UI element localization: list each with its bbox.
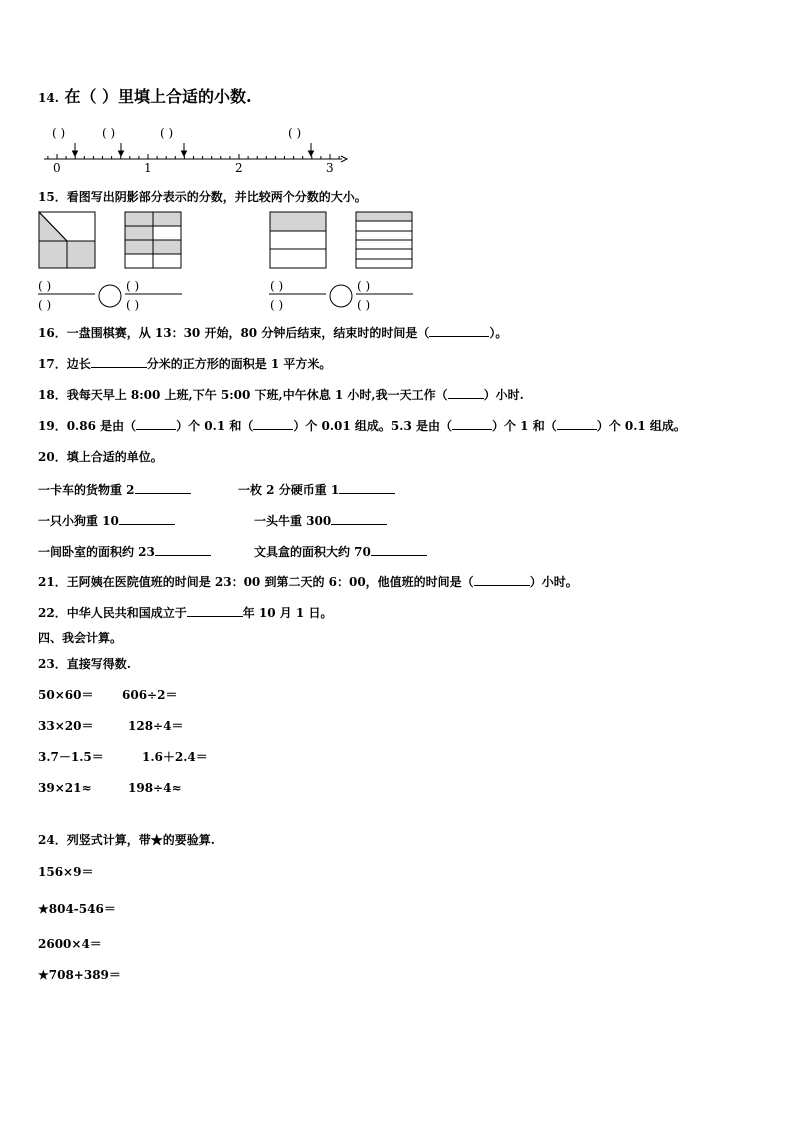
q22-text: 22．中华人民共和国成立于 <box>38 606 187 620</box>
q20-answer-blank[interactable] <box>331 513 387 525</box>
q15-title: 15．看图写出阴影部分表示的分数，并比较两个分数的大小。 <box>38 190 367 204</box>
q20-item <box>254 544 427 559</box>
q15-figure-4 <box>356 212 412 268</box>
q16-text: 16．一盘围棋赛，从 13：30 开始，80 分钟后结束，结束时的时间是（ <box>38 326 430 340</box>
q23-item: 33×20＝ <box>38 719 94 733</box>
q15-fraction-denominator: ( ) <box>126 298 140 312</box>
q24-item: 2600×4＝ <box>38 937 102 951</box>
q14-paren-label: ( ) <box>288 126 302 140</box>
q19-blank-2[interactable] <box>253 418 293 430</box>
q15-fig4-shade <box>356 212 412 221</box>
q20-item-text: 一间卧室的面积约 23 <box>38 545 155 559</box>
q23-item: 50×60＝ <box>38 688 94 702</box>
q20-item-text: 一头牛重 300 <box>254 514 332 528</box>
q15-fraction-numerator: ( ) <box>357 279 371 293</box>
q15-compare-circle <box>330 285 352 307</box>
q19-text: ）个 1 和（ <box>491 419 557 433</box>
q14-paren-label: ( ) <box>52 126 66 140</box>
q18-text-end: ）小时. <box>483 388 524 402</box>
q22-text-end: 年 10 月 1 日。 <box>242 606 333 620</box>
q15-answer-fractions <box>38 279 413 312</box>
q19-text: 19．0.86 是由（ <box>38 419 137 433</box>
q19-text: ）个 0.1 和（ <box>176 419 254 433</box>
q23-item: 3.7－1.5＝ <box>38 750 104 764</box>
q23-item: 606÷2＝ <box>122 688 178 702</box>
q20-title: 20．填上合适的单位。 <box>38 450 163 464</box>
q20-item <box>38 544 211 559</box>
q15-fraction-denominator: ( ) <box>357 298 371 312</box>
q20-item <box>238 482 395 497</box>
q20-item-text: 一卡车的货物重 2 <box>38 483 135 497</box>
q18-text: 18．我每天早上 8:00 上班,下午 5:00 下班,中午休息 1 小时,我一天工作（ <box>38 388 448 402</box>
q19 <box>38 418 686 433</box>
q15-fig2-shade <box>125 226 153 240</box>
q14-tick-label: 1 <box>144 161 152 175</box>
q15-compare-circle <box>99 285 121 307</box>
q14-text: 在（ ）里填上合适的小数. <box>64 87 252 106</box>
q20-item <box>38 482 191 497</box>
q15-figures <box>0 0 794 330</box>
q23-item: 128÷4＝ <box>128 719 184 733</box>
q16 <box>38 325 507 340</box>
q20-item-text: 一枚 2 分硬币重 1 <box>238 483 340 497</box>
q21-text: 21．王阿姨在医院值班的时间是 23：00 到第二天的 6：00，他值班的时间是（ <box>38 575 474 589</box>
q19-blank-1[interactable] <box>136 418 176 430</box>
q24-title: 24．列竖式计算，带★的要验算. <box>38 833 215 847</box>
q19-text: ）个 0.1 组成。 <box>596 419 686 433</box>
q21-answer-blank[interactable] <box>474 574 530 586</box>
q15-fraction-numerator: ( ) <box>270 279 284 293</box>
q20-item <box>254 513 387 528</box>
q23-item: 1.6＋2.4＝ <box>142 750 208 764</box>
q17 <box>38 356 331 371</box>
q19-blank-3[interactable] <box>452 418 492 430</box>
q15-fig2-shade <box>153 240 181 254</box>
q14-paren-label: ( ) <box>160 126 174 140</box>
q14-tick-label: 2 <box>235 161 243 175</box>
q15-fraction-numerator: ( ) <box>38 279 52 293</box>
q18 <box>38 387 524 402</box>
q20-item-text: 文具盒的面积大约 70 <box>254 545 371 559</box>
q18-answer-blank[interactable] <box>448 387 484 399</box>
q14-tick-label: 3 <box>326 161 334 175</box>
q20-answer-blank[interactable] <box>155 544 211 556</box>
q15-figure-3 <box>270 212 326 268</box>
q23-title: 23．直接写得数. <box>38 657 131 671</box>
q15-figure-1 <box>39 212 95 268</box>
q19-text: ）个 0.01 组成。5.3 是由（ <box>293 419 452 433</box>
q17-answer-blank[interactable] <box>91 356 147 368</box>
q20-answer-blank[interactable] <box>135 482 191 494</box>
q24-item: 156×9＝ <box>38 865 94 879</box>
q20-item-text: 一只小狗重 10 <box>38 514 119 528</box>
q15-fraction-numerator: ( ) <box>126 279 140 293</box>
q15-fraction-denominator: ( ) <box>270 298 284 312</box>
q24-item: ★708+389＝ <box>38 968 121 982</box>
q22 <box>38 605 332 620</box>
q22-answer-blank[interactable] <box>187 605 243 617</box>
q20-item <box>38 513 175 528</box>
q17-text: 17．边长 <box>38 357 91 371</box>
q15-figure-2 <box>125 212 181 268</box>
q15-fig3-shade <box>270 212 326 231</box>
q23-item: 39×21≈ <box>38 781 92 795</box>
q17-text-end: 分米的正方形的面积是 1 平方米。 <box>146 357 332 371</box>
q21-text-end: ）小时。 <box>529 575 578 589</box>
q20-answer-blank[interactable] <box>119 513 175 525</box>
q21 <box>38 574 578 589</box>
q14-paren-label: ( ) <box>102 126 116 140</box>
q20-answer-blank[interactable] <box>339 482 395 494</box>
q16-text-end: ）。 <box>489 326 508 340</box>
q19-blank-4[interactable] <box>557 418 597 430</box>
q15-fraction-denominator: ( ) <box>38 298 52 312</box>
q24-item: ★804-546＝ <box>38 902 116 916</box>
q20-answer-blank[interactable] <box>371 544 427 556</box>
q14-tick-label: 0 <box>53 161 61 175</box>
section-4-heading: 四、我会计算。 <box>38 631 123 645</box>
q14-number: 14. <box>38 91 59 105</box>
q16-answer-blank[interactable] <box>429 325 489 337</box>
q15-fig2-shade <box>125 240 153 254</box>
q23-item: 198÷4≈ <box>128 781 182 795</box>
